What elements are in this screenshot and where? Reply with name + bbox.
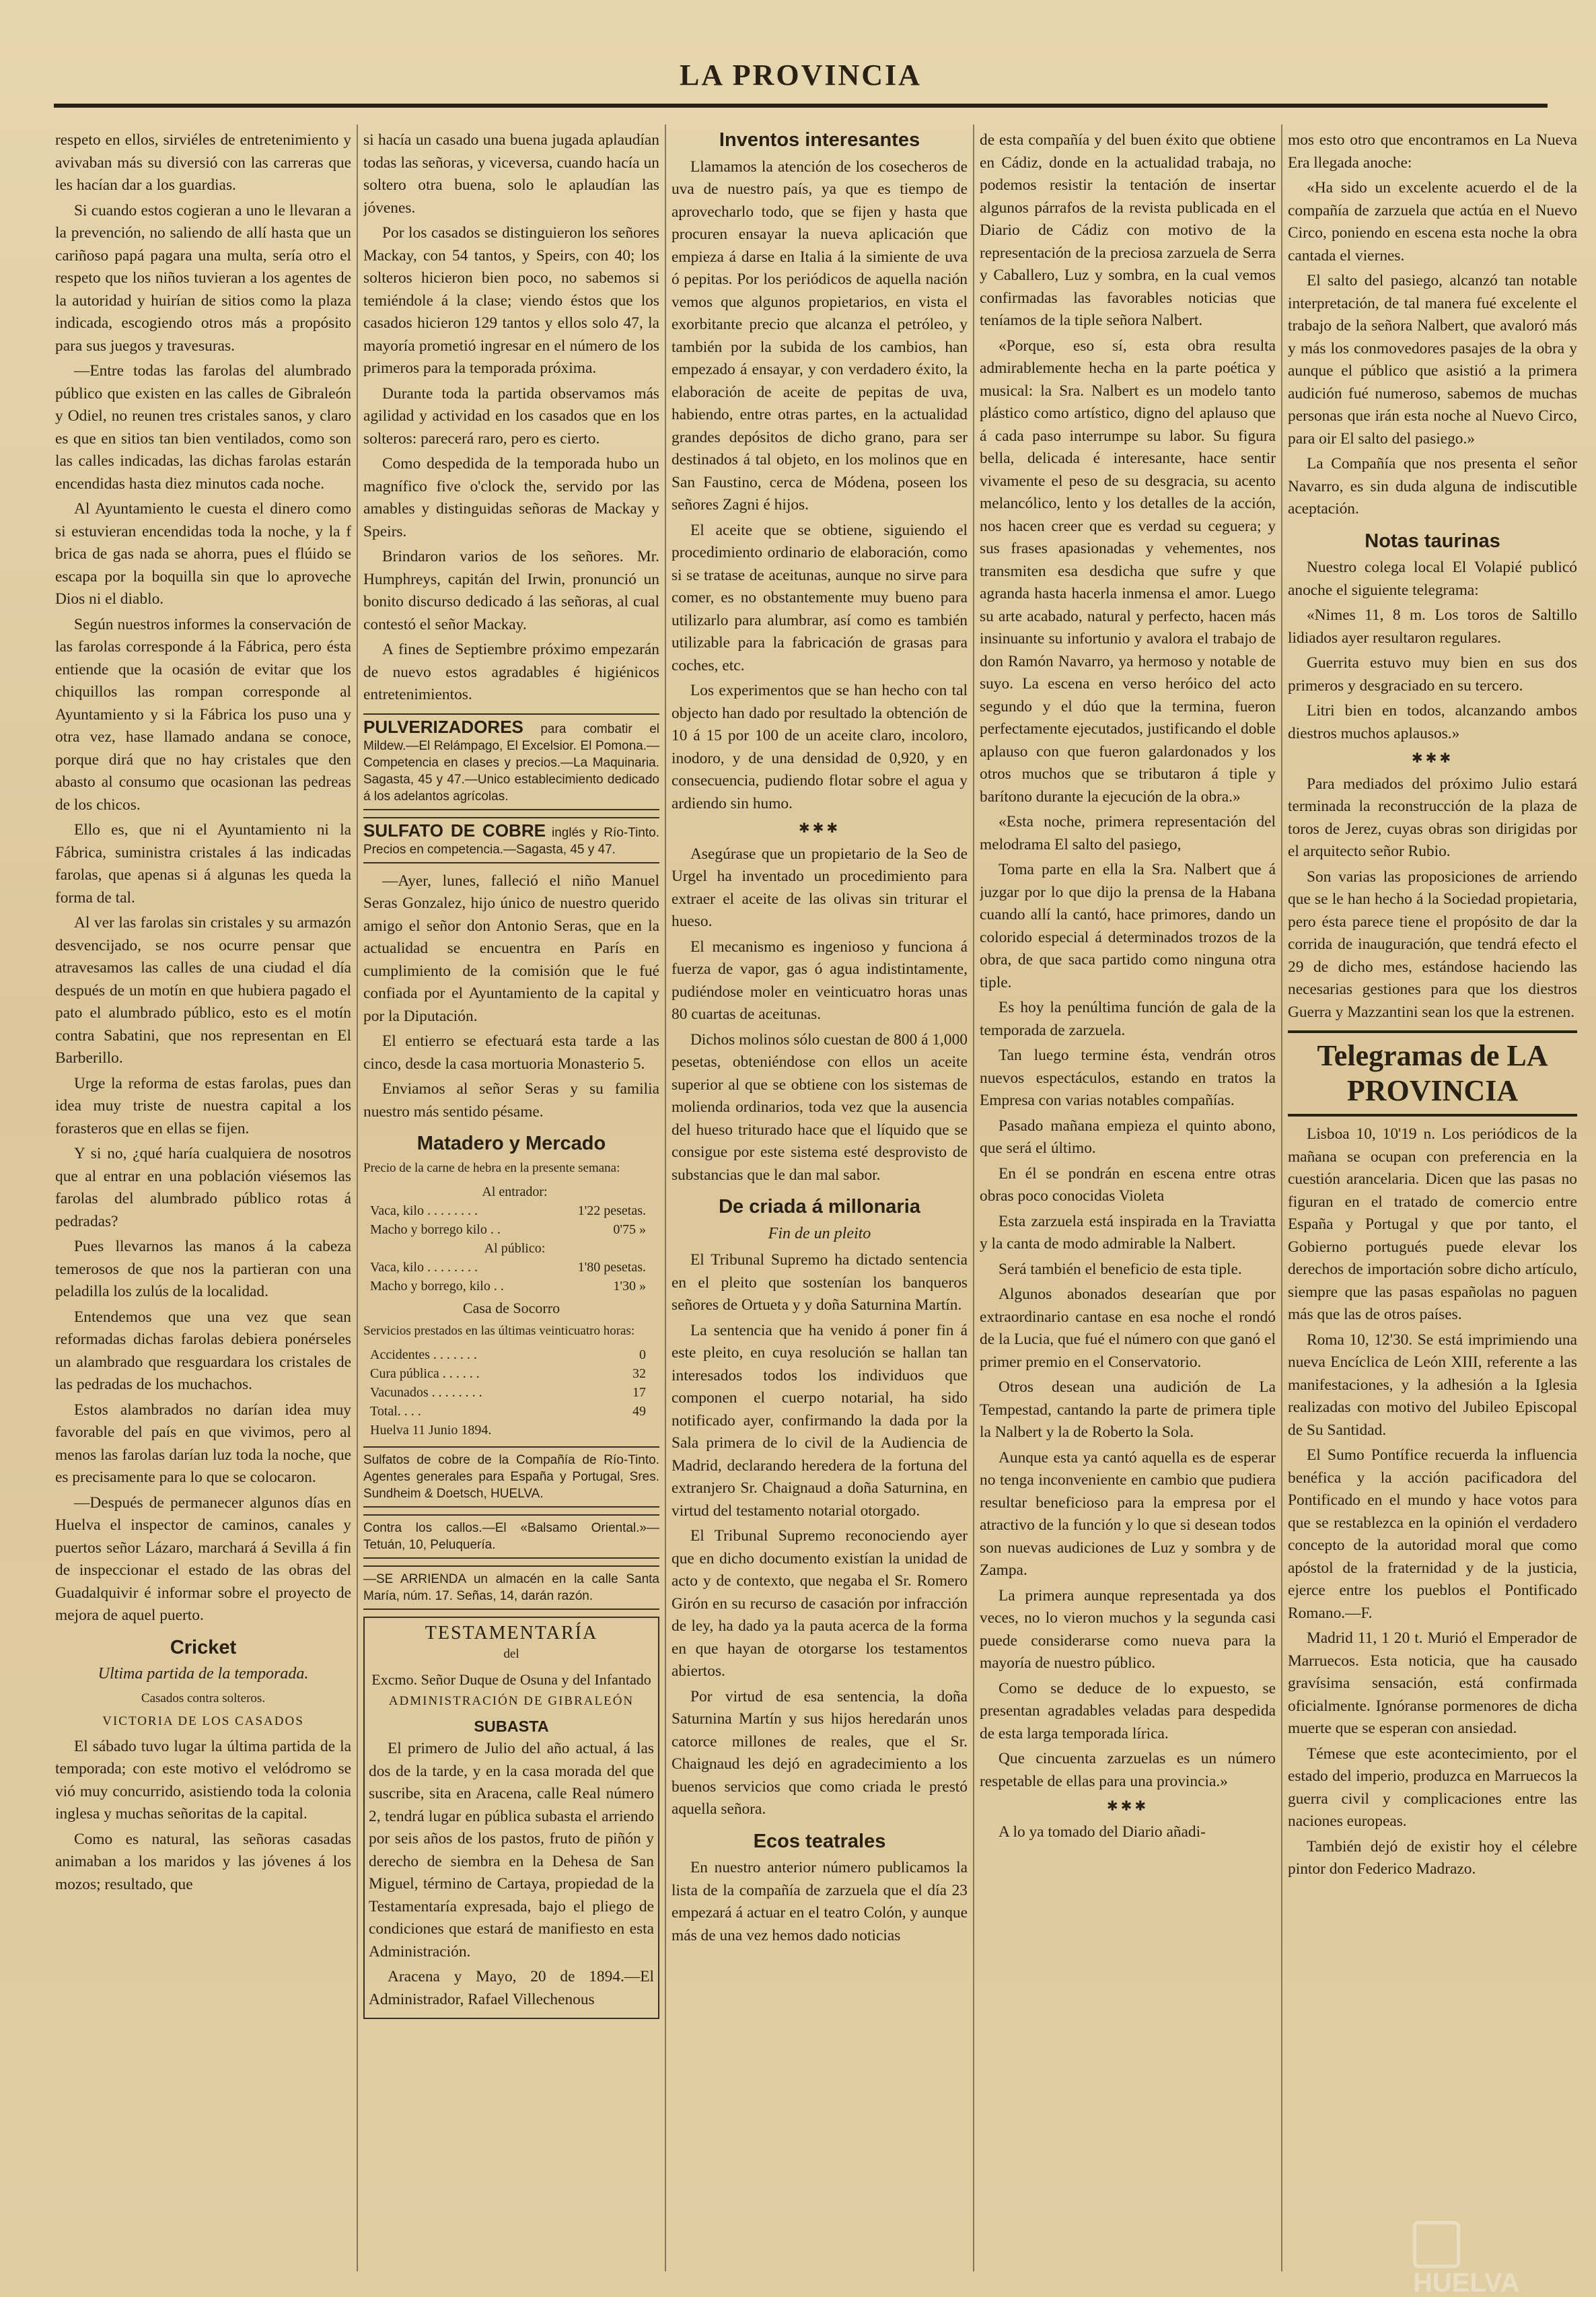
watermark-label: HUELVA: [1413, 2268, 1520, 2297]
advertisement: [363, 817, 659, 863]
paragraph: Guerrita estuvo muy bien en sus dos primeros y desgraciado en su tercero.: [1288, 654, 1577, 695]
paragraph: Que cincuenta zarzuelas es un número respetable de ellas para una provincia.»: [980, 1750, 1276, 1790]
paragraph: Otros desean una audición de La Tempestad, cantando la parte de primera tiple la Nalbert y la de Roberto la Sola.: [980, 1378, 1276, 1441]
separator-asterism: ✱✱✱: [1411, 751, 1454, 766]
paragraph: Urge la reforma de estas farolas, pues dan idea muy triste de nuestra capital a los forasteros que en ellas se fijen.: [55, 1074, 351, 1137]
row-label: Accidentes . . . . . . .: [370, 1347, 477, 1362]
paragraph: El entierro se efectuará esta tarde a las cinco, desde la casa mortuoria Monasterio 5.: [363, 1032, 659, 1073]
paragraph: Aracena y Mayo, 20 de 1894.—El Administrador, Rafael Villechenous: [369, 1968, 654, 2008]
section-heading-ecos: Ecos teatrales: [753, 1830, 886, 1852]
section-subtitle: Fin de un pleito: [768, 1224, 871, 1242]
page-title: LA PROVINCIA: [680, 59, 922, 92]
advertisement: [363, 713, 659, 810]
section-heading-toros: Notas taurinas: [1365, 530, 1500, 552]
paragraph: Roma 10, 12'30. Se está imprimiendo una nueva Encíclica de León XIII, referente a las manifestaciones, y la adhesión a la Iglesia realizadas con motivo del Jubileo Episcopal de Su Santidad.: [1288, 1331, 1577, 1439]
paragraph: Pasado mañana empieza el quinto abono, que será el último.: [980, 1117, 1276, 1157]
paragraph: La primera aunque representada ya dos veces, no lo vieron muchos y la segunda casi puede considerarse como nueva para la mayoría de nuestro público.: [980, 1586, 1276, 1672]
section-heading-socorro: Casa de Socorro: [462, 1299, 560, 1316]
paragraph: Asegúrase que un propietario de la Seo de Urgel ha inventado un procedimiento para extraer el aceite de las olivas sin triturar el hueso.: [672, 845, 968, 930]
paragraph: Dichos molinos sólo cuestan de 800 á 1,000 pesetas, obteniéndose con ellos un aceite superior al que se obtiene con los sistemas de molienda ordinarios, toda vez que la ausencia del hueso triturado hace que el líquido que se consigue por este sistema esté desprovisto de substancias que le dan mal sabor.: [672, 1030, 968, 1184]
row-value: 49: [632, 1403, 646, 1419]
column-divider: [1281, 125, 1282, 2271]
table-row: [370, 1383, 659, 1402]
row-value: 32: [632, 1366, 646, 1381]
paragraph: Los experimentos que se han hecho con tal objecto han dado por resultado la obtención de 10 á 15 por 100 de un aceite claro, incoloro, inodoro, y de una densidad de 0,920, y en consecuencia, pudiendo flotar sobre el agua y ardiendo sin humo.: [672, 682, 968, 812]
section-caps-caption: VICTORIA DE LOS CASADOS: [102, 1713, 304, 1728]
section-heading-criada: De criada á millonaria: [719, 1196, 920, 1217]
row-label: Macho y borrego kilo . .: [370, 1222, 501, 1237]
paragraph: Y si no, ¿qué haría cualquiera de nosotros que al entrar en una población viésemos las farolas del alumbrado público rotas á pedradas?: [55, 1145, 351, 1230]
notice-subasta: SUBASTA: [474, 1717, 549, 1735]
column-4: [980, 129, 1276, 2269]
paragraph: Enviamos al señor Seras y su familia nuestro más sentido pésame.: [363, 1080, 659, 1121]
paragraph: —Entre todas las farolas del alumbrado público que existen en las calles de Gibraleón y Odiel, no reunen tres cristales sanos, y claro es que en sitios tan bien ventilados, como son las calles indicadas, las dichas farolas estarán encendidas hasta diez minutos cada noche.: [55, 362, 351, 493]
ad-text: inglés y Río-Tinto. Precios en competencia.—Sagasta, 45 y 47.: [363, 825, 659, 857]
paragraph: El salto del pasiego, alcanzó tan notable interpretación, de tal manera fué excelente el trabajo de la señora Nalbert, que avaloró más y más los conmovedores pasajes de la obra y aunque el público que asistió a la primera audición fué numeroso, sabemos de muchas personas que irán esta noche al Nuevo Circo, para oir El salto del pasiego.»: [1288, 272, 1577, 448]
paragraph: A lo ya tomado del Diario añadi-: [999, 1823, 1206, 1841]
table-row: [370, 1345, 659, 1364]
paragraph: Para mediados del próximo Julio estará terminada la reconstrucción de la plaza de toros de Jerez, cuyas obras son dirigidas por el arquitecto señor Rubio.: [1288, 775, 1577, 860]
advertisement: Contra los callos.—El «Balsamo Oriental.»—Tetuán, 10, Peluquería.: [363, 1514, 659, 1559]
paragraph: Madrid 11, 1 20 t. Murió el Emperador de Marruecos. Esta noticia, que ha causado gravísima sensación, está confirmada oficialmente. Ignóranse pormenores de dicha muerte que se esperan con ansiedad.: [1288, 1629, 1577, 1737]
paragraph: mos esto otro que encontramos en La Nueva Era llegada anoche:: [1288, 131, 1577, 172]
paragraph: Como se deduce de lo expuesto, se presentan agradables veladas para despedida de esta larga temporada lírica.: [980, 1679, 1276, 1742]
paragraph: Llamamos la atención de los cosecheros de uva de nuestro país, ya que es tiempo de aprovecharlo todo, que se fijen y hasta que procuren ensayar la nueva aplicación que empieza á darse en Italia á la simiente de uva ó pepitas. Por los periódicos de aquella nación vemos que algunos propietarios, en vista el exorbitante precio que alcanza el petróleo, y también por la subida de los cambios, han empezado á ensayar, y con verdadero éxito, la elaboración de aceite de pepitas de uva, habiendo, entre otras partes, en la actualidad grandes depósitos de dicho grano, para ser destinados á tal objeto, en los molinos que en San Faustino, cerca de Módena, poseen los señores Zagni é hijos.: [672, 157, 968, 514]
paragraph: El Tribunal Supremo reconociendo ayer que en dicho documento existían la unidad de acto y de contexto, que negaba el Sr. Romero Girón en su recurso de casación por infracción de ley, ha dado ya la pauta acerca de la forma en que hayan de otorgarse los testamentos abiertos.: [672, 1527, 968, 1680]
advertisement: —SE ARRIENDA un almacén en la calle Santa María, núm. 17. Señas, 14, darán razón.: [363, 1565, 659, 1610]
paragraph: Por los casados se distinguieron los señores Mackay, con 54 tantos, y Speirs, con 40; los solteros hicieron bien poco, no sabemos si temiéndole á la clase; viendo éstos que los casados hicieron 129 tantos y ellos solo 47, la mayoría prometió ingresar en el número de los primeros para la temporada próxima.: [363, 224, 659, 377]
column-divider: [357, 125, 358, 2271]
paragraph: Brindaron varios de los señores. Mr. Humphreys, capitán del Irwin, pronunció un bonito discurso dedicado á las señoras, al cual contestó el señor Mackay.: [363, 548, 659, 633]
section-subtitle: Ultima partida de la temporada.: [98, 1665, 309, 1683]
section-small-caption: Casados contra solteros.: [141, 1691, 266, 1705]
advertisement: Sulfatos de cobre de la Compañía de Río-Tinto. Agentes generales para España y Portugal, Sres. Sundheim & Doetsch, HUELVA.: [363, 1446, 659, 1508]
paragraph: —Después de permanecer algunos días en Huelva el inspector de caminos, canales y puertos señor Lázaro, marchará á Sevilla á fin de inspeccionar el estado de las obras del Guadalquivir é informar sobre el proyecto de mejora de aquel puerto.: [55, 1493, 351, 1624]
paragraph: También dejó de existir hoy el célebre pintor don Federico Madrazo.: [1288, 1837, 1577, 1878]
row-label: Vaca, kilo . . . . . . . .: [370, 1259, 478, 1275]
paragraph: «Esta noche, primera representación del melodrama El salto del pasiego,: [980, 813, 1276, 853]
notice-subtitle: Excmo. Señor Duque de Osuna y del Infantado: [371, 1671, 651, 1688]
paragraph: Si cuando estos cogieran a uno le llevaran a la prevención, no saliendo de allí hasta que un cariñoso papá pagara una multa, sería otro el respeto que los niños tuvieran a los agentes de la autoridad y huirían de sitios como la plaza indicada, escogiendo otros más a propósito para sus juegos y travesuras.: [55, 201, 351, 355]
paragraph: A fines de Septiembre próximo empezarán de nuevo estos agradables é higiénicos entretenimientos.: [363, 641, 659, 703]
price-intro: Precio de la carne de hebra en la presente semana:: [363, 1160, 620, 1175]
notice-box: [363, 1617, 659, 2020]
socorro-intro: Servicios prestados en las últimas veinticuatro horas:: [363, 1323, 635, 1338]
paragraph: El Tribunal Supremo ha dictado sentencia en el pleito que sostenían los banqueros señores de Ortueta y y doña Saturnina Martín.: [672, 1251, 968, 1314]
dateline: Huelva 11 Junio 1894.: [370, 1422, 492, 1438]
paragraph: Al ver las farolas sin cristales y su armazón desvencijado, se nos ocurre pensar que atravesamos las calles de una ciudad el día después de un motín en que hubiera pagado el pato el alumbrado público, esto es el motín contra Sabatini, que nos representan en El Barberillo.: [55, 914, 351, 1067]
paragraph: Toma parte en ella la Sra. Nalbert que á juzgar por lo que dijo la prensa de la Habana cuando allí la cantó, hace primores, dando un colorido especial á determinados trozos de la obra, de que saca partido como ninguna otra tiple.: [980, 861, 1276, 991]
row-label: Vaca, kilo . . . . . . . .: [370, 1203, 478, 1218]
paragraph: Litri bien en todos, alcanzando ambos diestros muchos aplausos.»: [1288, 702, 1577, 742]
separator-asterism: ✱✱✱: [798, 821, 841, 836]
paragraph: —Ayer, lunes, falleció el niño Manuel Seras Gonzalez, hijo único de nuestro querido amigo el señor don Antonio Seras, que en la actualidad se encuentra en París en cumplimiento de la comisión que le fué confiada por el Ayuntamiento de la capital y por la Diputación.: [363, 872, 659, 1025]
paragraph: Durante toda la partida observamos más agilidad y actividad en los casados que en los solteros: parecerá raro, pero es cierto.: [363, 384, 659, 448]
paragraph: El Sumo Pontífice recuerda la influencia benéfica y la acción pacificadora del Pontificado en el mundo y hace votos para que se restablezca en la opinión el verdadero concepto de la autoridad moral que como apóstol de la fraternidad y de la justicia, ejerce entre los pueblos el Pontificado Romano.—F.: [1288, 1446, 1577, 1622]
paragraph: Ello es, que ni el Ayuntamiento ni la Fábrica, suministra cristales á las indicadas farolas, que apenas si á algunas les queda la forma de tal.: [55, 821, 351, 907]
row-label: Macho y borrego, kilo . .: [370, 1278, 504, 1294]
archive-logo-icon: [1413, 2221, 1460, 2268]
paragraph: En él se pondrán en escena entre otras obras poco conocidas Violeta: [980, 1164, 1276, 1205]
table-row: [370, 1258, 659, 1277]
paragraph: Lisboa 10, 10'19 n. Los periódicos de la mañana se ocupan con preferencia en la cuestión arancelaria. Dicen que las pasas no figuran en el tratado de comercio entre España y Portugal y que por tanto, el Gobierno portugués puede elevar los derechos de importación sobre dicho artículo, siempre que las pasas españolas no paguen más que las de otros países.: [1288, 1125, 1577, 1323]
table-row: [370, 1364, 659, 1383]
paragraph: Al Ayuntamiento le cuesta el dinero como si estuvieran encendidas toda la noche, y la f brica de gas nada se ahorra, pues el flúido se escapa por la boquilla sin que lo aproveche Dios ni el diablo.: [55, 500, 351, 608]
paragraph: Aunque esta ya cantó aquella es de esperar no tenga inconveniente en cambio que pudiera resultar beneficioso para la empresa por el atractivo de la función y lo que si desean todos son nuevas audiciones de Luz y sombra y de Zampa.: [980, 1448, 1276, 1579]
row-value: 1'30 »: [613, 1278, 646, 1294]
paragraph: El primero de Julio del año actual, á las dos de la tarde, y en la casa morada del que suscribe, sita en Aracena, calle Real número 2, tendrá lugar en pública subasta el arriendo por seis años de los pastos, fruto de piñón y derecho de siembra en la Dehesa de San Miguel, término de Cartaya, propiedad de la Testamentaría expresada, bajo el pliego de condiciones que estará de manifiesto en esta Administración.: [369, 1740, 654, 1960]
table-row: [370, 1201, 659, 1220]
section-heading-telegramas: Telegramas de LA PROVINCIA: [1288, 1030, 1577, 1117]
paragraph: Estos alambrados no darían idea muy favorable del país en que vivimos, pero al menos las farolas darían luz toda la noche, que es precisamente para lo que se colocaron.: [55, 1401, 351, 1486]
notice-del: del: [503, 1647, 519, 1661]
row-value: 17: [632, 1384, 646, 1400]
row-value: 1'80 pesetas.: [577, 1259, 646, 1275]
paragraph: Tan luego termine ésta, vendrán otros nuevos espectáculos, estando en tratos la Empresa con varias notables compañías.: [980, 1047, 1276, 1109]
section-heading-cricket: Cricket: [170, 1636, 237, 1658]
paragraph: Es hoy la penúltima función de gala de la temporada de zarzuela.: [980, 999, 1276, 1039]
paragraph: «Nimes 11, 8 m. Los toros de Saltillo lidiados ayer resultaron regulares.: [1288, 606, 1577, 647]
price-group-label: Al entrador:: [482, 1184, 548, 1199]
paragraph: de esta compañía y del buen éxito que obtiene en Cádiz, donde en la actualidad trabaja, no podemos resistir la tentación de insertar algunos párrafos de la revista publicada en el Diario de Cádiz con motivo de la representación de la preciosa zarzuela de Serra y Caballero, Luz y sombra, en la cual vemos confirmadas las favorables noticias que teníamos de la tiple señora Nalbert.: [980, 131, 1276, 329]
paragraph: Son varias las proposiciones de arriendo que se le han hecho á la Sociedad propietaria, pero ésta parece tiene el propósito de dar la corrida de inauguración, que tendrá efecto el 29 de dicho mes, estándose haciendo las necesarias gestiones para que los diestros Guerra y Mazzantini sean los que la estrenen.: [1288, 868, 1577, 1021]
table-row: [370, 1220, 659, 1239]
paragraph: si hacía un casado una buena jugada aplaudían todas las señoras, y viceversa, cuando hacía un soltero otra buena, solo le aplaudían las jóvenes.: [363, 131, 659, 217]
column-divider: [665, 125, 666, 2271]
column-2: [363, 129, 659, 2269]
column-5: [1288, 129, 1577, 2269]
ad-headline: PULVERIZADORES: [363, 716, 523, 737]
paragraph: «Porque, eso sí, esta obra resulta admirablemente hecha en la parte poética y musical: la Sra. Nalbert es un modelo tanto plástico como artístico, digno del aplauso que á cada paso interrumpe su labor. Su figura bella, delicada é interesante, hace sentir vivamente el peso de su desgracia, su acento melancólico, lento y los detalles de la acción, nos hacen creer que es verdad su ceguera; y sus frases apasionadas y vehementes, nos transmiten esa desdicha que sufre y que agranda hasta hacerla inmensa el amor. Luego su arte acabado, natural y perfecto, hacen más insinuante su infortunio y avalora el trabajo de don Ramón Navarro, ya hermoso y notable de suyo. La escena en verso heróico del acto segundo y el dúo que la termina, fueron perfectamente ejecutados, justificando el doble aplauso con que fueron galardonados y los otros muchos que se tributaron á tiple y barítono durante la ejecución de la obra.»: [980, 337, 1276, 806]
separator-asterism: ✱✱✱: [1106, 1799, 1149, 1814]
socorro-table: [370, 1345, 659, 1440]
row-label: Cura pública . . . . . .: [370, 1366, 480, 1381]
column-1: [55, 129, 351, 2269]
paragraph: El sábado tuvo lugar la última partida de la temporada; con este motivo el velódromo se vió muy concurrido, asistiendo toda la colonia inglesa y muchas señoritas de la capital.: [55, 1737, 351, 1823]
paragraph: Témese que este acontecimiento, por el estado del imperio, produzca en Marruecos la guerra civil y complicaciones entre las naciones europeas.: [1288, 1744, 1577, 1830]
paragraph: Como despedida de la temporada hubo un magnífico five o'clock the, servido por las amables y distinguidas señoras de Mackay y Speirs.: [363, 455, 659, 540]
row-value: 1'22 pesetas.: [577, 1203, 646, 1218]
table-row-total: [370, 1402, 659, 1421]
paragraph: Pues llevarnos las manos á la cabeza temerosos de que nos la partieran con una peladilla los zulús de la localidad.: [55, 1238, 351, 1300]
table-row: [370, 1277, 659, 1296]
paragraph: Por virtud de esa sentencia, la doña Saturnina Martín y sus hijos heredarán unos catorce millones de reales, que el Sr. Chaignaud les dejó en agradecimiento a los buenos servicios que como criada le prestó aquella señora.: [672, 1687, 968, 1818]
paragraph: En nuestro anterior número publicamos la lista de la compañía de zarzuela que el día 23 empezará á actuar en el teatro Colón, y aunque más de una vez hemos dado noticias: [672, 1859, 968, 1944]
paragraph: Nuestro colega local El Volapié publicó anoche el siguiente telegrama:: [1288, 559, 1577, 599]
paragraph: respeto en ellos, sirviéles de entretenimiento y avivaban más su diversió con las carreras que les hacían dar a los guardias.: [55, 131, 351, 194]
paragraph: Esta zarzuela está inspirada en la Traviatta y la canta de modo admirable la Nalbert.: [980, 1212, 1276, 1252]
paragraph: La Compañía que nos presenta el señor Navarro, es sin duda alguna de indiscutible aceptación.: [1288, 455, 1577, 518]
masthead-rule: [54, 104, 1548, 108]
price-table: [370, 1182, 659, 1296]
section-heading-inventos: Inventos interesantes: [719, 129, 920, 151]
row-value: 0: [639, 1347, 646, 1362]
paragraph: Será también el beneficio de esta tiple.: [999, 1260, 1242, 1278]
ad-text: para combatir el Mildew.—El Relámpago, El Excelsior. El Pomona.—Competencia en clases y precios.—La Maquinaria. Sagasta, 45 y 47.—Unico establecimiento dedicado á los adelantos agrícolas.: [363, 721, 659, 804]
section-heading-matadero: Matadero y Mercado: [416, 1133, 606, 1154]
paragraph: El mecanismo es ingenioso y funciona á fuerza de vapor, gas ó agua indistintamente, pudiéndose moler en veinticuatro horas unas 80 cuartas de aceitunas.: [672, 938, 968, 1023]
column-3: [672, 129, 968, 2269]
paragraph: El aceite que se obtiene, siguiendo el procedimiento ordinario de elaboración, como si se tratase de aceitunas, aunque no sirve para comer, es no obstantemente muy bueno para utilizarlo para alumbrar, así como es también utilizable para la fabricación de grasas para coches, etc.: [672, 521, 968, 674]
column-divider: [973, 125, 974, 2271]
archive-watermark: [1413, 2221, 1568, 2297]
notice-title: TESTAMENTARÍA: [425, 1622, 598, 1644]
paragraph: Como es natural, las señoras casadas animaban a los maridos y las jóvenes á los mozos; resultado, que: [55, 1830, 351, 1893]
masthead: [54, 47, 1548, 108]
paragraph: Según nuestros informes la conservación de las farolas corresponde á la Fábrica, pero ésta entiende que la ocasión de evitar que los chiquillos las rompan corresponde al Ayuntamiento y si la Fábrica los puso una y otra vez, hase llamado andana se conoce, porque dirá que no hay cristales que den abasto al consumo que ocasionan las pedreas de los chicos.: [55, 615, 351, 814]
paragraph: Entendemos que una vez que sean reformadas dichas farolas debiera ponérseles un alambrado que resguardara los cristales de las pedradas de los muchachos.: [55, 1308, 351, 1393]
paragraph: La sentencia que ha venido á poner fin á este pleito, en cuya resolución se hallan tan interesados todos los individuos que componen el cuerpo notarial, ha sido notificado ayer, confirmando la dada por la Sala primera de lo civil de la Audiencia de Madrid, declarando heredera de la fortuna del extranjero Sr. Chaignaud a doña Saturnina, en virtud del testamento notarial otorgado.: [672, 1321, 968, 1520]
notice-admin: ADMINISTRACIÓN DE GIBRALEÓN: [388, 1693, 634, 1708]
paragraph: «Ha sido un excelente acuerdo el de la compañía de zarzuela que actúa en el Nuevo Circo, poniendo en escena esta noche la obra cantada el viernes.: [1288, 179, 1577, 264]
row-label: Total. . . .: [370, 1403, 421, 1419]
paragraph: Algunos abonados desearían que por extraordinario cantase en esa noche el rondó de la Lucia, que fué el número con que ganó el primer premio en el Conservatorio.: [980, 1285, 1276, 1371]
ad-headline: SULFATO DE COBRE: [363, 820, 546, 841]
price-group-label: Al público:: [484, 1240, 546, 1256]
row-value: 0'75 »: [613, 1222, 646, 1237]
row-label: Vacunados . . . . . . . .: [370, 1384, 482, 1400]
